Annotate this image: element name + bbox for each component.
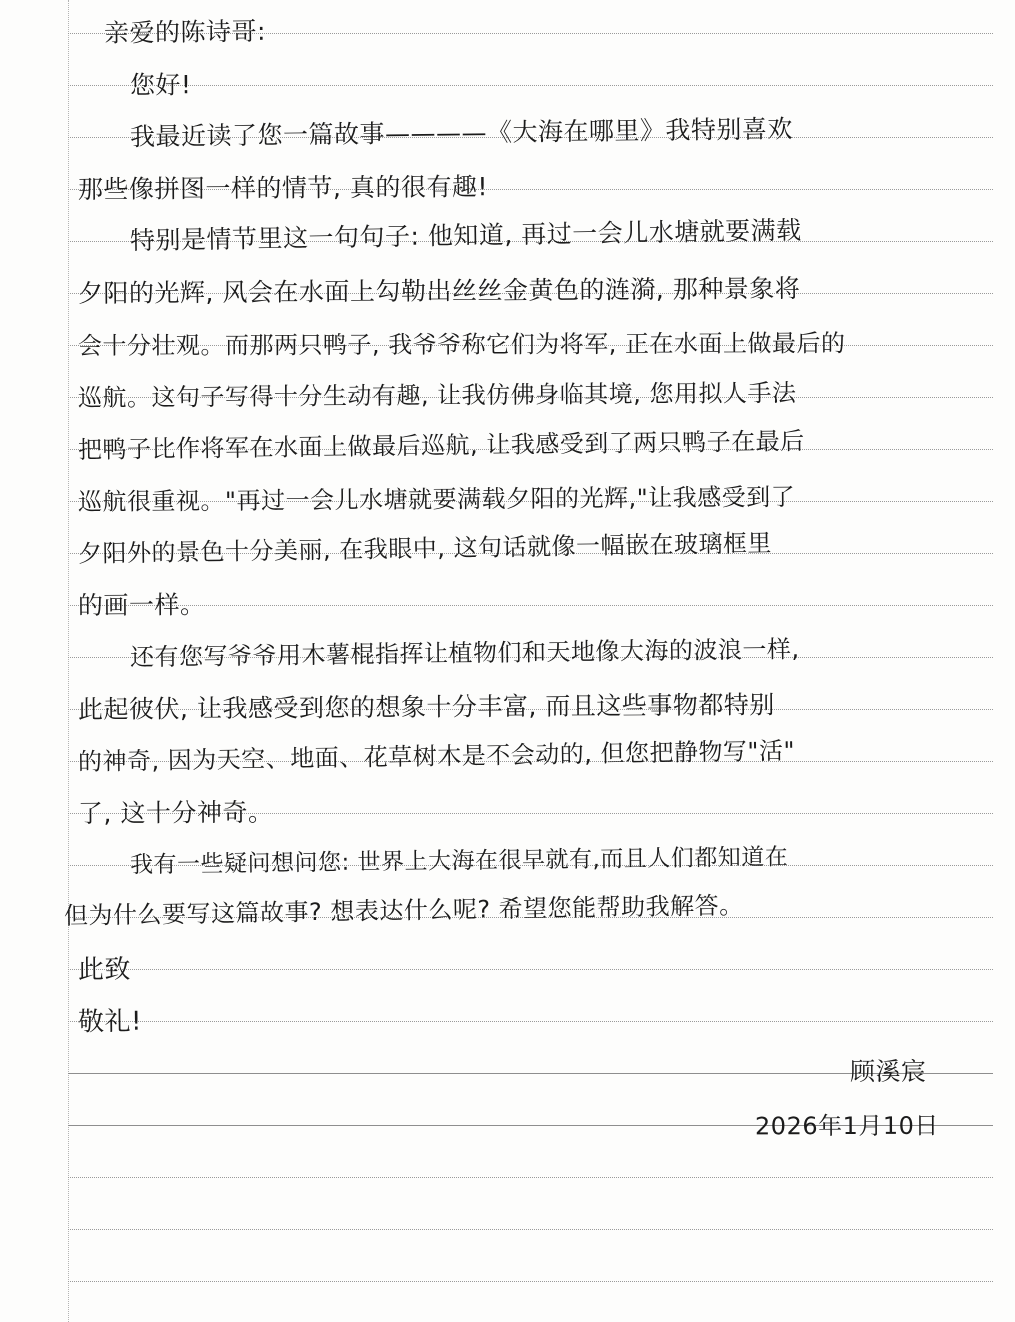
body-line: 我最近读了您一篇故事————《大海在哪里》我特别喜欢 [129, 114, 794, 152]
body-line: 夕阳的光辉, 风会在水面上勾勒出丝丝金黄色的涟漪, 那种景象将 [77, 273, 801, 308]
body-line: 那些像拼图一样的情节, 真的很有趣! [77, 172, 489, 204]
body-line: 还有您写爷爷用木薯棍指挥让植物们和天地像大海的波浪一样, [129, 635, 800, 672]
body-line: 特别是情节里这一句句子: 他知道, 再过一会儿水塘就要满载 [129, 215, 802, 256]
greeting: 您好! [129, 70, 192, 100]
body-line: 我有一些疑问想问您: 世界上大海在很早就有,而且人们都知道在 [129, 844, 789, 879]
rule-line [68, 85, 993, 86]
body-line: 把鸭子比作将军在水面上做最后巡航, 让我感受到了两只鸭子在最后 [77, 427, 805, 464]
body-line: 巡航。这句子写得十分生动有趣, 让我仿佛身临其境, 您用拟人手法 [77, 378, 797, 412]
body-line: 但为什么要写这篇故事? 想表达什么呢? 希望您能帮助我解答。 [63, 891, 744, 930]
body-line: 夕阳外的景色十分美丽, 在我眼中, 这句话就像一幅嵌在玻璃框里 [77, 529, 773, 568]
signature: 顾溪宸 [850, 1056, 928, 1087]
closing-line-1: 此致 [77, 954, 132, 986]
letter-date: 2026年1月10日 [755, 1111, 940, 1141]
body-line: 了, 这十分神奇。 [77, 797, 274, 828]
rule-line [68, 1229, 993, 1230]
rule-line [68, 1281, 993, 1282]
body-line: 的神奇, 因为天空、地面、花草树木是不会动的, 但您把静物写"活" [77, 736, 796, 776]
rule-line [68, 1177, 993, 1178]
margin-line [68, 0, 69, 1322]
rule-line [68, 1021, 993, 1022]
body-line: 会十分壮观。而那两只鸭子, 我爷爷称它们为将军, 正在水面上做最后的 [77, 329, 846, 360]
closing-line-2: 敬礼! [77, 1006, 143, 1038]
rule-line [68, 605, 993, 606]
salutation: 亲爱的陈诗哥: [103, 16, 267, 48]
rule-line [68, 969, 993, 970]
body-line: 此起彼伏, 让我感受到您的想象十分丰富, 而且这些事物都特别 [77, 690, 775, 724]
body-line: 巡航很重视。"再过一会儿水塘就要满载夕阳的光辉,"让我感受到了 [77, 482, 796, 516]
body-line: 的画一样。 [77, 590, 206, 620]
